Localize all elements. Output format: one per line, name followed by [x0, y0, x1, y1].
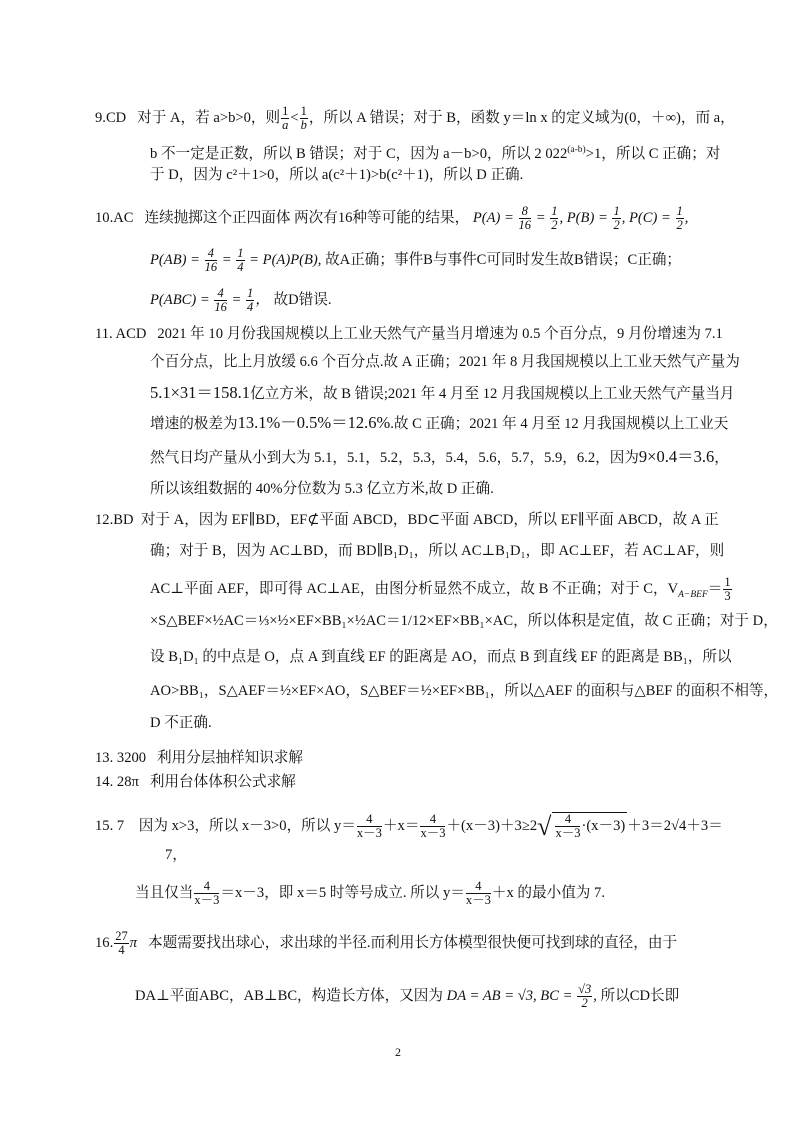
- q12-line-7: D 不正确.: [150, 715, 212, 731]
- q16-text-2a: DA⊥平面ABC，AB⊥BC，构造长方体，又因为: [135, 987, 443, 1004]
- sqrt-expression: $\frac{4}{x-3}$ ·(x－3): [552, 812, 627, 840]
- q11-line-5: [150, 447, 729, 468]
- q12-sub: A−BEF: [678, 589, 708, 600]
- q15-text-3a: 当且仅当: [135, 884, 194, 901]
- q12-line-3: [150, 576, 733, 605]
- q14-label: 14. 28π: [95, 774, 139, 790]
- q13-text: 利用分层抽样知识求解: [157, 750, 303, 766]
- frac-4-over-x-3: $\frac{4}{x-3}$: [356, 812, 382, 840]
- q9-text-1b: ，所以 A 错误；对于 B，函数 y＝ln x 的定义域为(0，＋∞)，而 a，: [308, 109, 735, 126]
- q15-line-3: [135, 880, 605, 907]
- q15-line-2: 7，: [165, 847, 187, 863]
- q9-text-1a: 对于 A，若 a>b>0，则: [137, 109, 281, 126]
- q11-math-4: 13.1%－0.5%＝12.6%: [237, 413, 391, 432]
- q16-label-fraction: $\frac{27}{4}$: [115, 929, 128, 957]
- q10-math-3: P(ABC) = $\frac{4}{16}$ = $\frac{1}{4}$ ，: [150, 286, 270, 314]
- frac-4-over-x-3-c: $\frac{4}{x-3}$: [194, 879, 220, 907]
- q15-text-3b: ＝x－3，即 x＝5 时等号成立. 所以 y＝: [220, 884, 465, 901]
- q11-text-4b: .故 C 正确；2021 年 4 月至 12 月我国规模以上工业天: [390, 416, 729, 432]
- q12-text-1: 对于 A，因为 EF∥BD，EF⊄平面 ABCD，BD⊂平面 ABCD，所以 EF∥平面 ABCD，故 A 正: [140, 512, 719, 528]
- q13-line: [95, 748, 303, 768]
- q11-line-6: 所以该组数据的 40%分位数为 5.3 亿立方米,故 D 正确.: [150, 481, 494, 497]
- q14-text: 利用台体体积公式求解: [149, 774, 296, 790]
- q10-text-3: 故D错误.: [273, 291, 332, 308]
- q10-math-1: P(A) = $\frac{8}{16}$ = $\frac{1}{2}$ , P(B) = $\frac{1}{2}$ , P(C) = $\frac{1}{2}$ ,: [472, 204, 689, 232]
- q9-line-3: 于 D，因为 c²＋1>0，所以 a(c²＋1)>b(c²＋1)，所以 D 正确.: [150, 167, 524, 183]
- q16-math-2: DA = AB = √3, BC = $\frac{√3}{2}$ ,: [446, 982, 597, 1010]
- q13-label: 13. 3200: [95, 750, 147, 766]
- q11-math-5: 9×0.4＝3.6: [638, 447, 715, 466]
- q9-text-2b: >1，所以 C 正确；对: [585, 145, 721, 162]
- q15-text-1c: ＋(x－3)＋3≥2: [446, 817, 538, 834]
- q12-text-3-end: ＝: [707, 580, 723, 597]
- q11-math-3: 5.1×31＝158.1: [150, 383, 251, 402]
- q9-line-2: [150, 140, 720, 164]
- q15-text-1e: ＋3＝2√4＋3＝: [627, 817, 723, 834]
- q10-math-2: P(AB) = $\frac{4}{16}$ = $\frac{1}{4}$ = P(A)P(B),: [150, 246, 322, 274]
- q15-text-1d: ·(x－3): [581, 817, 626, 834]
- q10-label: 10.AC: [95, 209, 134, 226]
- q9-text-2: b 不一定是正数，所以 B 错误；对于 C，因为 a－b>0，所以 2 022: [150, 145, 568, 162]
- q12-label: 12.BD: [95, 512, 134, 528]
- q10-line-1: [95, 205, 688, 232]
- q16-line-2: [135, 983, 679, 1010]
- page-number: 2: [395, 1045, 401, 1059]
- q12-line-4: ×S△BEF×½AC＝⅓×½×EF×BB₁×½AC＝1/12×EF×BB₁×AC，所以体积是定值，故 C 正确；对于 D，: [150, 613, 778, 629]
- q10-text-2: 故A正确；事件B与事件C可同时发生故B错误；C正确；: [325, 251, 682, 268]
- q10-line-3: [150, 287, 332, 314]
- q15-text-3c: ＋x 的最小值为 7.: [491, 884, 605, 901]
- q11-line-3: [150, 383, 735, 404]
- q12-line-1: [95, 510, 719, 530]
- q14-line: [95, 772, 296, 792]
- q15-text-1a: 因为 x>3，所以 x－3>0，所以 y＝: [138, 817, 356, 834]
- q15-line-1: 15. 7 因为 x>3，所以 x－3>0，所以 y＝ $\frac{4}{x-3}$ ＋x＝ $\frac{4}{x-3}$ ＋(x－3)＋3≥2√ $\frac{4}{x-3}$ ·(x－3) ＋3＝2√4＋3＝: [95, 811, 723, 841]
- q10-line-2: [150, 247, 681, 274]
- q16-label-pi: π: [129, 934, 138, 951]
- q11-line-1: [95, 324, 723, 344]
- q16-label-num: 16.: [95, 934, 114, 951]
- q11-text-3: 亿立方米，故 B 错误;2021 年 4 月至 12 月我国规模以上工业天然气产量当月: [250, 386, 735, 402]
- q15-label: 15. 7: [95, 817, 125, 834]
- q9-exponent: (a-b): [567, 145, 586, 155]
- frac-4-over-x-3-b: $\frac{4}{x-3}$: [420, 812, 446, 840]
- q9-label: 9.CD: [95, 109, 127, 126]
- frac-4-over-x-3-d: $\frac{4}{x-3}$: [465, 879, 491, 907]
- frac-1-over-a: $\frac{1}{a}$: [282, 104, 289, 132]
- q11-text-5-end: ，: [714, 450, 729, 466]
- q12-line-6: AO>BB₁，S△AEF＝½×EF×AO，S△BEF＝½×EF×BB₁，所以△AEF 的面积与△BEF 的面积不相等，: [150, 683, 779, 699]
- q11-text-1: 2021 年 10 月份我国规模以上工业天然气产量当月增速为 0.5 个百分点，9 月份增速为 7.1: [157, 326, 723, 342]
- q16-line-1: [95, 930, 677, 957]
- q12-line-2: 确；对于 B，因为 AC⊥BD，而 BD∥B₁D₁，所以 AC⊥B₁D₁，即 AC⊥EF，若 AC⊥AF，则: [150, 543, 725, 559]
- q11-text-5: 然气日均产量从小到大为 5.1，5.1，5.2，5.3，5.4，5.6，5.7，5.9，6.2，因为: [150, 450, 639, 466]
- q11-line-4: [150, 413, 728, 434]
- q16-text-1: 本题需要找出球心，求出球的半径.而利用长方体模型很快便可找到球的直径，由于: [148, 934, 678, 951]
- q16-text-2b: 所以CD长即: [600, 987, 680, 1004]
- q12-line-5: 设 B₁D₁ 的中点是 O，点 A 到直线 EF 的距离是 AO，而点 B 到直线 EF 的距离是 BB₁，所以: [150, 649, 732, 665]
- q11-label: 11. ACD: [95, 326, 147, 342]
- frac-1-over-b: $\frac{1}{b}$: [300, 104, 307, 132]
- q11-text-4a: 增速的极差为: [150, 416, 238, 432]
- q11-line-2: 个百分点，比上月放缓 6.6 个百分点.故 A 正确；2021 年 8 月我国规模以上工业天然气产量为: [150, 354, 740, 370]
- q12-text-3: AC⊥平面 AEF，即可得 AC⊥AE，由图分析显然不成立，故 B 不正确；对于 C，V: [150, 580, 679, 597]
- frac-1-3: $\frac{1}{3}$: [724, 575, 731, 603]
- q10-text-1: 连续抛掷这个正四面体 两次有16种等可能的结果，: [144, 209, 470, 226]
- q9-line-1: 9.CD 对于 A，若 a>b>0，则 $\frac{1}{a}$ < $\frac{1}{b}$ ，所以 A 错误；对于 B，函数 y＝ln x 的定义域为(0，＋∞)，而 a，: [95, 104, 735, 132]
- q15-text-1b: ＋x＝: [382, 817, 420, 834]
